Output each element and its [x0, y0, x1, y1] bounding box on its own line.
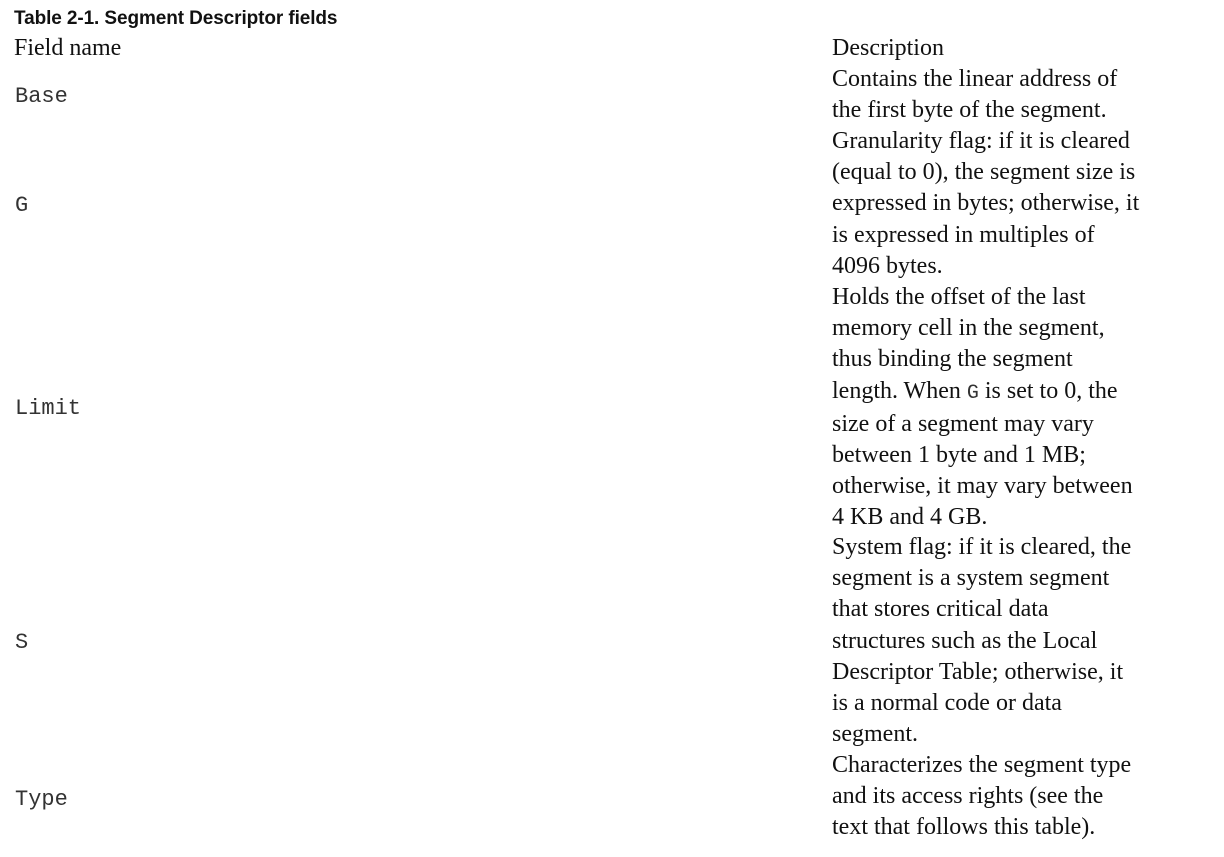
description-text-part: is set to 0, the size of a segment may vary between 1 byte and 1 MB; otherwise, it may vary between 4 KB and 4 GB. — [832, 377, 1133, 531]
field-name-cell: Limit — [15, 396, 82, 421]
field-name-cell: Type — [15, 787, 68, 812]
field-name-cell: S — [15, 630, 29, 655]
page-cutoff — [0, 842, 1224, 857]
description-text-part: Holds the offset of the last memory cell in the segment, thus binding the segment length. When — [832, 284, 1105, 404]
description-cell: Granularity flag: if it is cleared (equal to 0), the segment size is expressed in bytes; otherwise, it is expressed in multiples of 4096 bytes. — [832, 128, 1140, 279]
field-name-cell: Base — [15, 84, 68, 109]
description-cell: Contains the linear address of the first byte of the segment. — [832, 66, 1118, 124]
field-name-cell: G — [15, 193, 29, 218]
column-header-description: Description — [832, 35, 944, 61]
column-header-field-name: Field name — [14, 35, 122, 61]
table-caption: Table 2-1. Segment Descriptor fields — [14, 8, 338, 29]
inline-code: G — [966, 381, 979, 405]
description-cell — [832, 282, 1172, 534]
description-cell: System flag: if it is cleared, the segment is a system segment that stores critical data structures such as the Local Descriptor Table; otherwise, it is a normal code or data segment. — [832, 534, 1132, 748]
description-cell: Characterizes the segment type and its access rights (see the text that follows this table). — [832, 752, 1132, 841]
